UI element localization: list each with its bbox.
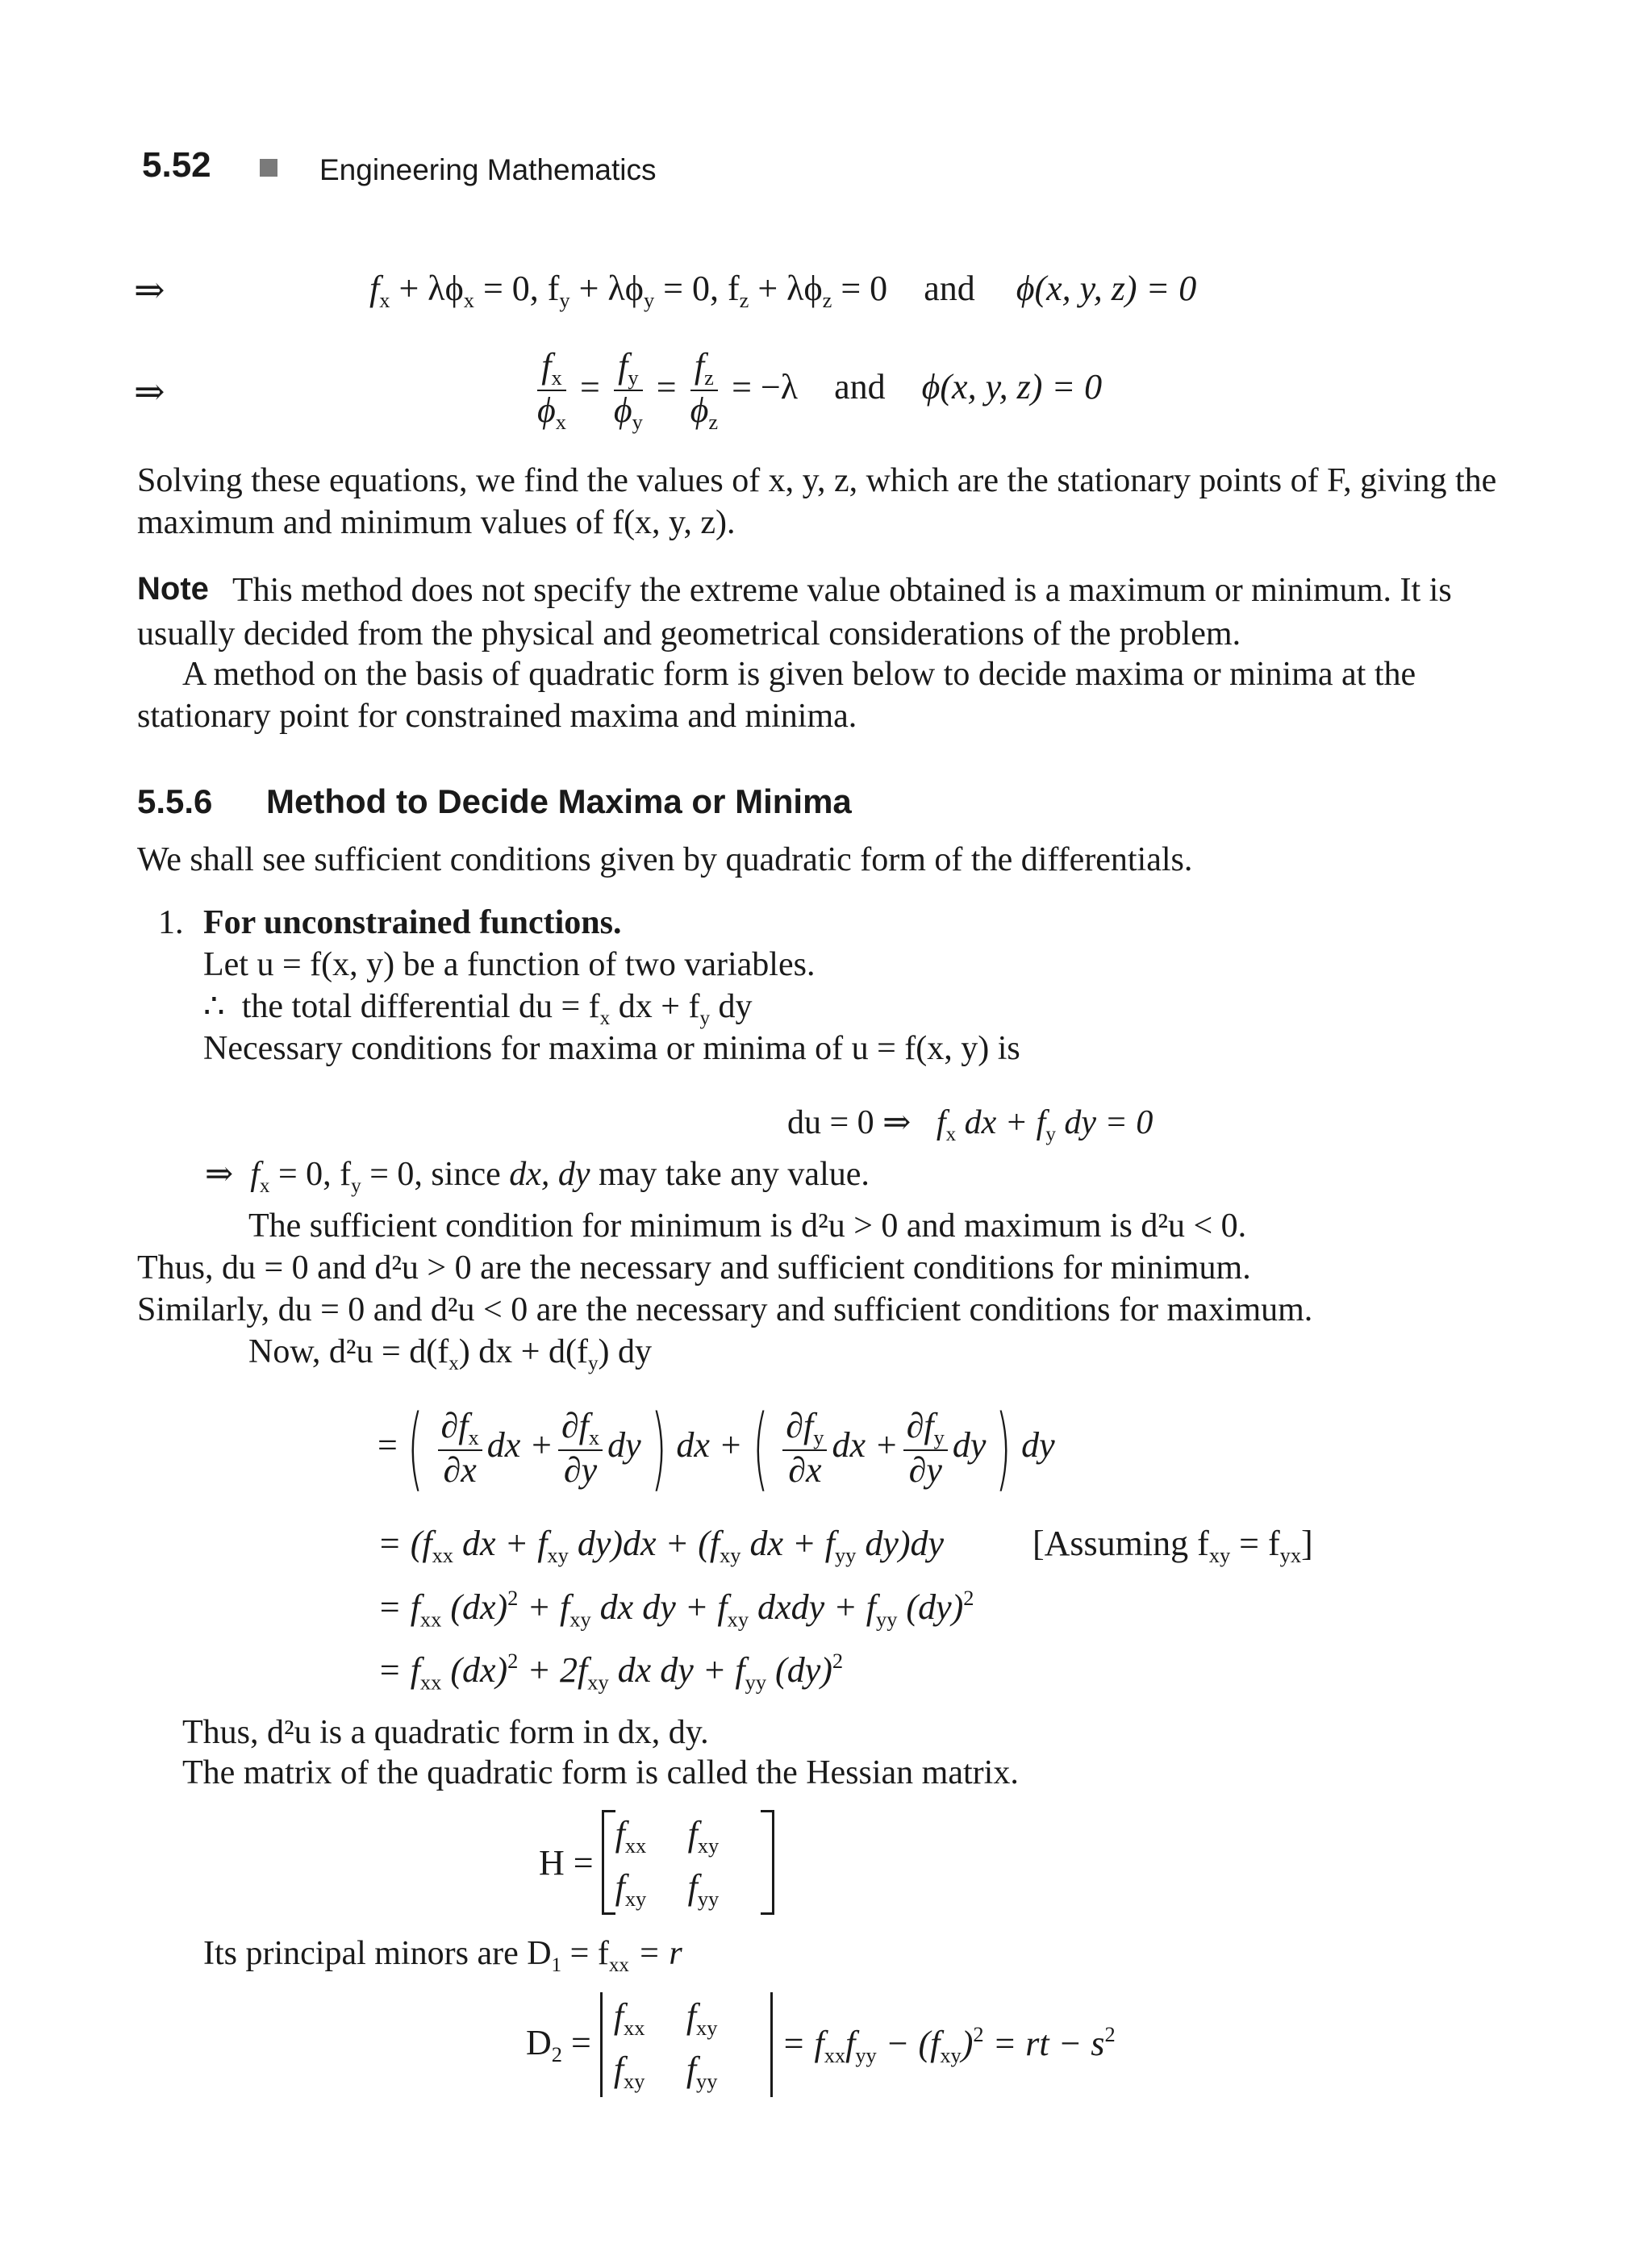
expansion-line-4: = $f_{xx}$ $(dx)^2 + 2f_{xy}$ dx dy + $f_{yy}$ (dy)$^2$	[378, 1649, 844, 1695]
expansion-line-3: = $f_{xx}$ $(dx)^2 + f_{xy}$ dx dy + $f_{xy}$ dxdy + $f_{yy}$ (dy)$^2$	[378, 1586, 974, 1632]
note-line-3: A method on the basis of quadratic form is given below to decide maxima or minima at the	[182, 656, 1416, 693]
now-line: Now, $d^2u = d(f_x)$ dx + $d(f_y)$ dy	[248, 1333, 653, 1374]
sufficient-line-1: The sufficient condition for minimum is d²u > 0 and maximum is d²u < 0.	[248, 1207, 1247, 1245]
d2-determinant: $D_2$ = $f_{xx}$ $f_{xy}$ $f_{xy}$ $f_{yy}$ = $f_{xx}f_{yy} - (f_{xy})^2$ = rt − $s^2$	[526, 1992, 1116, 2097]
first-order-conditions: ⇒ $f_x = 0$, $f_y = 0$, since dx, dy may take any value.	[205, 1156, 870, 1197]
note-line-1: This method does not specify the extreme value obtained is a maximum or minimum. It is	[232, 572, 1452, 609]
note-line-4: stationary point for constrained maxima and minima.	[137, 698, 857, 735]
quadratic-line-2: The matrix of the quadratic form is called the Hessian matrix.	[182, 1754, 1019, 1791]
section-number: 5.5.6	[137, 782, 213, 820]
expansion-line-2: = ($f_{xx}$ dx + $f_{xy}$ $dy)dx + (f_{xy}$ dx + $f_{yy}$ dy)dy	[378, 1524, 945, 1568]
principal-minors-line: Its principal minors are $D_1 = f_{xx} = r$	[203, 1935, 682, 1976]
lagrange-equations: $f_x + \lambda\phi_x = 0$, $f_y + \lambda\phi_y = 0$, $f_z + \lambda\phi_z = 0$ and ϕ(x, y, z) = 0	[369, 269, 1197, 313]
note-line-2: usually decided from the physical and geometrical considerations of the problem.	[137, 615, 1241, 653]
item-heading: For unconstrained functions.	[203, 904, 622, 941]
paragraph-stationary-2: maximum and minimum values of f(x, y, z).	[137, 504, 736, 541]
note-label: Note	[137, 571, 209, 607]
expansion-line-1: = ( $\frac{\partial f_x}{\partial x}$ dx + $\frac{\partial f_x}{\partial y}$ dy ) dx + ( $\frac{\partial f_y}{\partial x}$ dx + $\frac{\partial f_y}{\partial y}$ dy ) dy	[378, 1396, 1055, 1501]
total-differential-line: ∴ the total differential du = $f_x$ dx + $f_y$ dy	[203, 988, 753, 1029]
ratio-equations: $\frac{f_x}{\phi_x}$ = $\frac{f_y}{\phi_y}$ = $\frac{f_z}{\phi_z}$ = −λ and ϕ(x, y, z) = 0	[537, 346, 1103, 435]
implies-arrow-1: ⇒	[134, 269, 165, 311]
sufficient-line-2: Thus, du = 0 and d²u > 0 are the necessary and sufficient conditions for minimum.	[137, 1249, 1251, 1286]
paragraph-stationary-1: Solving these equations, we find the values of x, y, z, which are the stationary points of F, giving the	[137, 462, 1497, 499]
intro-text: We shall see sufficient conditions given by quadratic form of the differentials.	[137, 841, 1193, 878]
implies-arrow-2: ⇒	[134, 371, 165, 412]
let-line: Let u = f(x, y) be a function of two variables.	[203, 946, 816, 983]
header-square-icon	[260, 159, 277, 177]
section-title: Method to Decide Maxima or Minima	[266, 782, 852, 820]
page-number: 5.52	[142, 145, 211, 185]
book-title: Engineering Mathematics	[319, 153, 657, 186]
quadratic-line-1: Thus, d²u is a quadratic form in dx, dy.	[182, 1714, 709, 1751]
item-number: 1.	[158, 904, 184, 941]
sufficient-line-3: Similarly, du = 0 and d²u < 0 are the necessary and sufficient conditions for maximum.	[137, 1291, 1313, 1328]
assumption-note: [Assuming $f_{xy} = f_{yx}$]	[1032, 1524, 1313, 1568]
hessian-matrix: H = $f_{xx}$ $f_{xy}$ $f_{xy}$ $f_{yy}$	[539, 1810, 774, 1915]
du-equation: du = 0 ⇒ $f_x$ dx + $f_y$ dy = 0	[787, 1104, 1153, 1145]
necessary-line: Necessary conditions for maxima or minima of u = f(x, y) is	[203, 1030, 1020, 1067]
